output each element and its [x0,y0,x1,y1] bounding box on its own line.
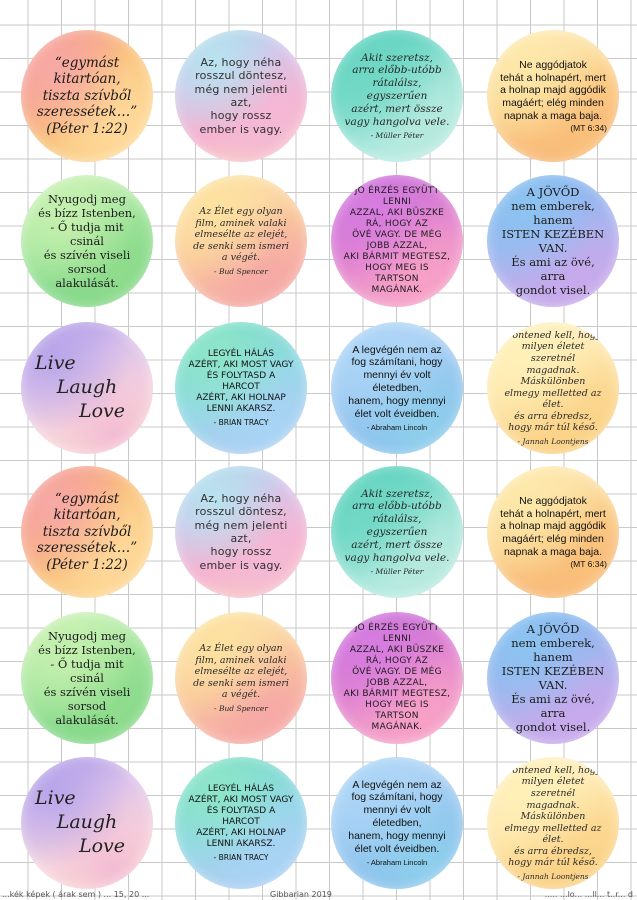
quote-circle [21,322,153,454]
quote-word: Laugh [56,376,118,399]
quote-text [343,779,451,868]
quote-body: Nyugodj meg és bízz Istenben, - Ő tudja mit csinál és szívén viseli sorsod alakulását. [38,628,136,728]
quote-text [499,185,607,297]
quote-body: Döntened kell, hogy milyen életet szeretnél magadnak. Máskülönben elmegy melletted az élet. és arra ébredsz, hogy már túl késő. [504,329,602,434]
quote-circle [487,612,619,744]
quote-circle [331,175,463,307]
quote-circle [331,322,463,454]
quote-circle [487,30,619,162]
quote-body: JÓ ÉRZÉS EGYÜTT LENNI AZZAL, AKI BÜSZKE RÁ, HOGY AZ ÖVÉ VAGY. DE MÉG JOBB AZZAL, AKI BÁRMIT MEGTESZ, HOGY MEG IS TARTSON MAGÁNAK. [343,186,451,295]
quote-text [189,643,293,713]
quote-word: Love [78,399,125,422]
quote-text [343,344,451,433]
quote-text [499,59,607,133]
quote-word: Love [78,834,125,857]
quote-body: Akit szeretsz, arra előbb-utóbb rátalálsz, egyszerűen azért, mert össze vagy hangolva vele. [344,51,450,128]
quote-body: Nyugodj meg és bízz Istenben, - Ő tudja mit csinál és szívén viseli sorsod alakulását. [38,191,136,291]
quote-text [33,629,141,727]
quote-word: Live [35,787,76,810]
quote-author: - Abraham Lincoln [366,858,428,868]
quote-circle [21,175,153,307]
quote-author: (MT 6:34) [570,122,607,133]
quote-body: Döntened kell, hogy milyen életet szeretnél magadnak. Máskülönben elmegy melletted az élet. és arra ébredsz, hogy már túl késő. [504,764,602,869]
quote-body: Az, hogy néha rosszul döntesz, még nem jelenti azt, hogy rossz ember is vagy. [194,55,288,136]
live-laugh-love-text [31,352,143,423]
quote-circle [331,612,463,744]
quote-text [189,206,293,276]
quote-word: Laugh [56,811,118,834]
quote-author: - BRIAN TRACY [213,852,269,862]
quote-body: Az, hogy néha rosszul döntesz, még nem jelenti azt, hogy rossz ember is vagy. [194,491,288,572]
quote-body: Akit szeretsz, arra előbb-utóbb rátalálsz, egyszerűen azért, mert össze vagy hangolva vele. [344,487,450,564]
quote-author: - Müller Péter [370,131,424,141]
quote-text [343,623,451,733]
quote-circle [331,757,463,889]
quote-circle [175,757,307,889]
quote-circle [21,612,153,744]
quote-author: - Müller Péter [370,567,424,577]
live-laugh-love-text [31,787,143,858]
quote-text [501,765,605,881]
quote-body: “egymást kitartóan, tiszta szívből szeressétek…” (Péter 1:22) [36,54,138,137]
quote-author: - Abraham Lincoln [366,423,428,433]
quote-text [187,784,295,862]
quote-circle [175,322,307,454]
quote-body: Az Élet egy olyan film, aminek valaki elmesélte az elejét, de senki sem ismeri a végét. [193,642,289,701]
quote-circle [175,466,307,598]
quote-text [187,492,295,572]
quote-text [187,56,295,136]
quote-body: JÓ ÉRZÉS EGYÜTT LENNI AZZAL, AKI BÜSZKE RÁ, HOGY AZ ÖVÉ VAGY. DE MÉG JOBB AZZAL, AKI BÁRMIT MEGTESZ, HOGY MEG IS TARTSON MAGÁNAK. [343,623,451,732]
quote-body: Ne aggódjatok tehát a holnapért, mert a holnap majd aggódik magáért; elég minden napnak a maga baja. [500,58,606,123]
quote-text [31,55,143,137]
quote-text [31,491,143,573]
quote-body: LEGYÉL HÁLÁS AZÉRT, AKI MOST VAGY ÉS FOLYTASD A HARCOT AZÉRT, AKI HOLNAP LENNI AKARSZ. [188,784,294,849]
footer-center-text: Gibbarian 2019 [270,890,332,899]
footer [0,888,637,900]
quote-body: A JÖVŐD nem emberek, hanem ISTEN KEZÉBEN VAN. És ami az övé, arra gondot visel. [501,621,605,735]
quote-author: - Jannah Loontjens [517,437,589,447]
quote-author: - Jannah Loontjens [517,872,589,882]
quote-circle [487,322,619,454]
quote-text [343,52,451,141]
quote-circle [21,757,153,889]
quote-text [499,495,607,569]
quote-circle [21,466,153,598]
quote-text [499,622,607,734]
quote-author: - Bud Spencer [214,703,268,713]
quote-text [187,349,295,427]
quote-body: A JÖVŐD nem emberek, hanem ISTEN KEZÉBEN VAN. És ami az övé, arra gondot visel. [501,184,605,298]
quote-author: - BRIAN TRACY [213,417,269,427]
quote-author: - Bud Spencer [214,266,268,276]
footer-right-text: ..... ...lo... ...ll... t..r... d [544,890,633,899]
quote-text [343,488,451,577]
quote-text [501,330,605,446]
quote-circle [331,466,463,598]
quote-circle [175,30,307,162]
quote-body: Az Élet egy olyan film, aminek valaki elmesélte az elejét, de senki sem ismeri a végét. [193,205,289,264]
quote-body: “egymást kitartóan, tiszta szívből szeressétek…” (Péter 1:22) [36,490,138,573]
quote-circle [175,612,307,744]
quote-body: Ne aggódjatok tehát a holnapért, mert a holnap majd aggódik magáért; elég minden napnak a maga baja. [500,494,606,559]
quote-text [33,192,141,290]
quote-circle [21,30,153,162]
quote-circle [487,175,619,307]
quote-body: LEGYÉL HÁLÁS AZÉRT, AKI MOST VAGY ÉS FOLYTASD A HARCOT AZÉRT, AKI HOLNAP LENNI AKARSZ. [188,349,294,414]
quote-body: A legvégén nem az fog számítani, hogy mennyi év volt életedben, hanem, hogy mennyi élet volt éveidben. [348,343,446,420]
quote-author: (MT 6:34) [570,558,607,569]
quote-circle [331,30,463,162]
quote-text [343,186,451,296]
quote-body: A legvégén nem az fog számítani, hogy mennyi év volt életedben, hanem, hogy mennyi élet volt éveidben. [348,778,446,855]
quote-circle [175,175,307,307]
quote-circle [487,757,619,889]
quote-circle [487,466,619,598]
footer-left-text: ...kék képek ( árak sem ) ... 15, 20 ... [2,890,150,899]
quote-word: Live [35,352,76,375]
